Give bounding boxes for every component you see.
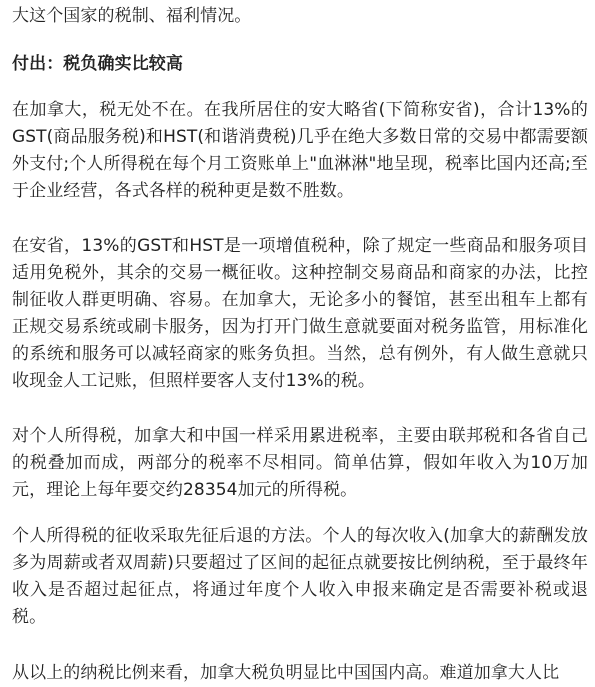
intro-paragraph-tail: 大这个国家的税制、福利情况。 (12, 6, 252, 26)
paragraph-withholding: 个人所得税的征收采取先征后退的方法。个人的每次收入(加拿大的薪酬发放多为周薪或者双周薪)只要超过了区间的起征点就要按比例纳税，至于最终年收入是否超过起征点，将通过年度个人收入申报来确定是否需要补税或退税。 (12, 526, 588, 627)
paragraph-sales-tax-overview: 在加拿大，税无处不在。在我所居住的安大略省(下简称安省)，合计13%的GST(商品服务税)和HST(和谐消费税)几乎在绝大多数日常的交易中都需要额外支付;个人所得税在每个月工资账单上"血淋淋"地呈现，税率比国内还高;至于企业经营，各式各样的税种更是数不胜数。 (12, 100, 588, 201)
paragraph-gst-hst: 在安省，13%的GST和HST是一项增值税种，除了规定一些商品和服务项目适用免税外，其余的交易一概征收。这种控制交易商品和商家的办法，比控制征收人群更明确、容易。在加拿大，无论多小的餐馆，甚至出租车上都有正规交易系统或刷卡服务，因为打开门做生意就要面对税务监管，用标准化的系统和服务可以减轻商家的账务负担。当然，总有例外，有人做生意就只收现金人工记账，但照样要客人支付13%的税。 (12, 236, 588, 391)
paragraph-income-tax: 对个人所得税，加拿大和中国一样采用累进税率，主要由联邦税和各省自己的税叠加而成，两部分的税率不尽相同。简单估算，假如年收入为10万加元，理论上每年要交约28354加元的所得税。 (12, 426, 588, 500)
section-heading: 付出：税负确实比较高 (12, 54, 183, 74)
paragraph-comparison: 从以上的纳税比例来看，加拿大税负明显比中国国内高。难道加拿大人比 (12, 663, 560, 683)
